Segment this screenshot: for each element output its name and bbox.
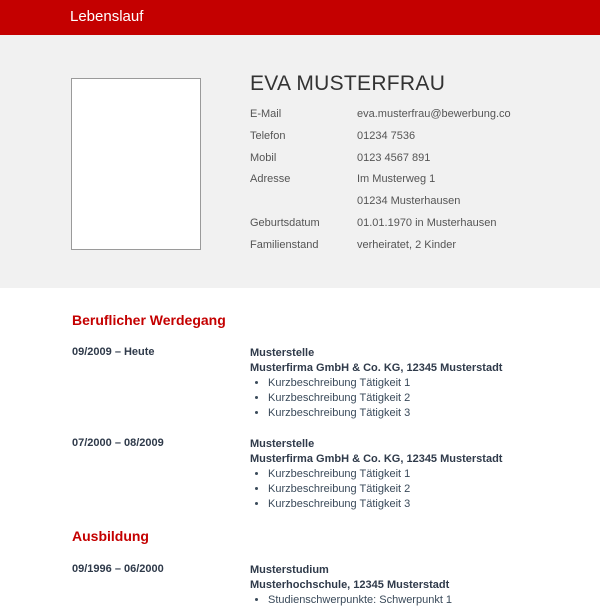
- task-item: • Kurzbeschreibung Tätigkeit 3: [268, 406, 550, 421]
- entry-body: [250, 346, 550, 421]
- info-value: 01.01.1970 in Musterhausen: [357, 216, 497, 229]
- task-item: • Kurzbeschreibung Tätigkeit 1: [268, 376, 550, 391]
- info-row-phone: [250, 130, 580, 152]
- info-row-mobile: [250, 152, 580, 174]
- entry-organization: Musterfirma GmbH & Co. KG, 12345 Musterstadt: [250, 362, 503, 374]
- task-item: • Studienschwerpunkte: Schwerpunkt 1: [268, 593, 550, 608]
- top-bar: [0, 0, 600, 35]
- info-value: 01234 Musterhausen: [357, 195, 461, 208]
- info-value: eva.musterfrau@bewerbung.co: [357, 108, 511, 120]
- profile-header: [0, 35, 600, 288]
- info-row-email: [250, 108, 580, 130]
- entry-organization: Musterhochschule, 12345 Musterstadt: [250, 579, 450, 591]
- person-name: EVA MUSTERFRAU: [250, 72, 446, 95]
- info-value: verheiratet, 2 Kinder: [357, 238, 457, 251]
- entry-body: [250, 437, 550, 512]
- task-list: [250, 467, 550, 512]
- info-label: Adresse: [250, 173, 291, 186]
- info-row-birthdate: [250, 217, 580, 239]
- document-title: Lebenslauf: [70, 8, 144, 25]
- info-label: Geburtsdatum: [250, 216, 320, 229]
- photo-placeholder: [71, 78, 201, 250]
- task-item: • Kurzbeschreibung Tätigkeit 3: [268, 497, 550, 512]
- info-row-marital-status: [250, 239, 580, 261]
- task-list: [250, 376, 550, 421]
- info-row-address: [250, 173, 580, 195]
- section-title-career: Beruflicher Werdegang: [72, 312, 226, 328]
- task-item: • Kurzbeschreibung Tätigkeit 1: [268, 467, 550, 482]
- info-label: Mobil: [250, 151, 277, 164]
- section-title-education: Ausbildung: [72, 528, 149, 544]
- info-label: Familienstand: [250, 238, 319, 251]
- info-value: 0123 4567 891: [357, 151, 431, 164]
- contact-info: [250, 108, 580, 261]
- entry-date: 09/2009 – Heute: [72, 346, 155, 358]
- entry-body: [250, 563, 550, 608]
- info-row-address-2: [250, 195, 580, 217]
- entry-organization: Musterfirma GmbH & Co. KG, 12345 Musterstadt: [250, 453, 503, 465]
- task-item: • Kurzbeschreibung Tätigkeit 2: [268, 391, 550, 406]
- entry-role: Musterstudium: [250, 564, 329, 576]
- entry-role: Musterstelle: [250, 347, 315, 359]
- entry-date: 07/2000 – 08/2009: [72, 437, 164, 449]
- entry-date: 09/1996 – 06/2000: [72, 563, 164, 575]
- entry-role: Musterstelle: [250, 438, 315, 450]
- task-list: [250, 593, 550, 608]
- info-label: E-Mail: [250, 108, 282, 120]
- info-value: Im Musterweg 1: [357, 173, 436, 186]
- task-item: • Kurzbeschreibung Tätigkeit 2: [268, 482, 550, 497]
- info-label: Telefon: [250, 129, 286, 142]
- info-value: 01234 7536: [357, 129, 416, 142]
